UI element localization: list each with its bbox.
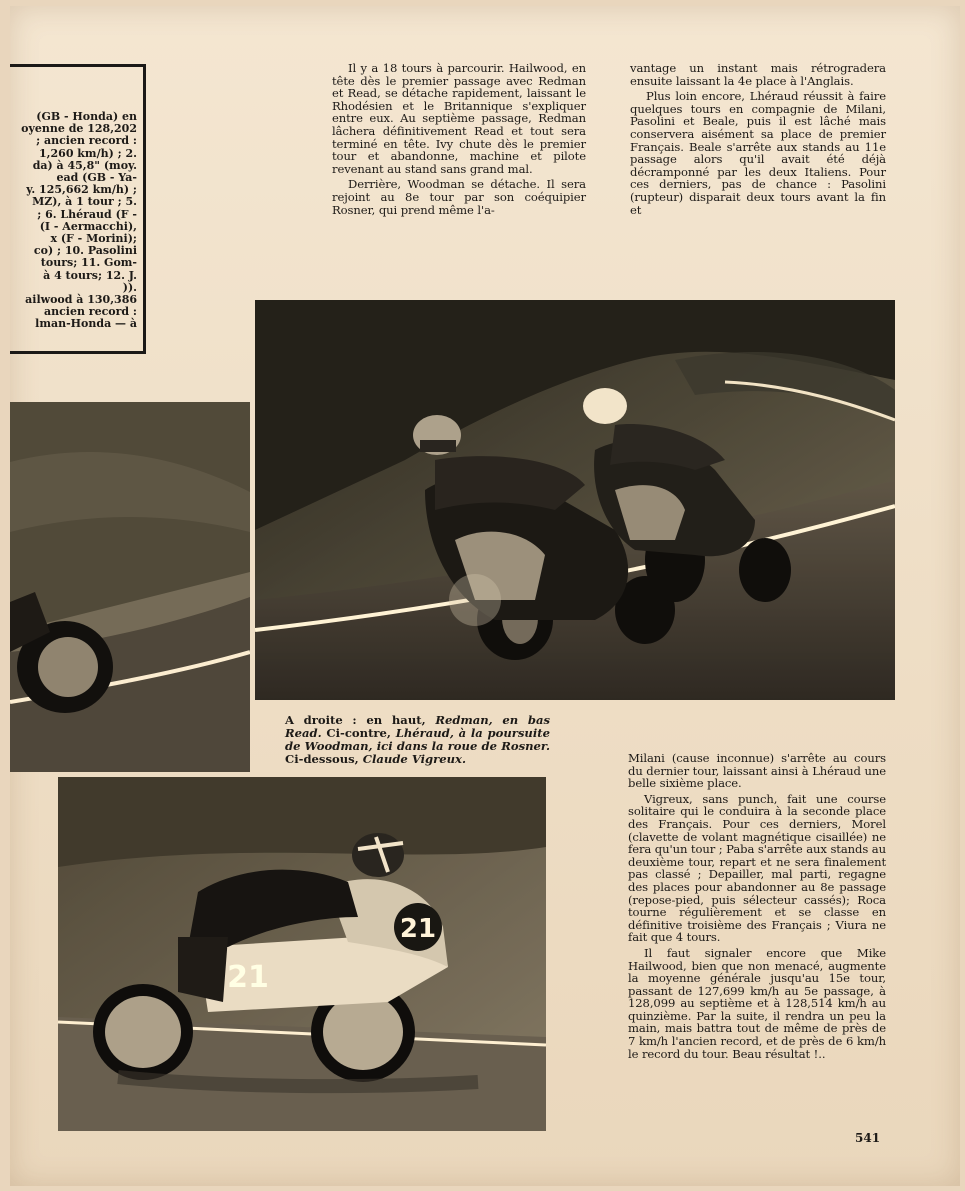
photo-redman-read-image [255,300,895,700]
results-line: 1,260 km/h) ; 2. [39,146,137,160]
results-line: oyenne de 128,202 [21,122,137,136]
results-line: ; 6. Lhéraud (F - [37,207,137,221]
results-line: tours; 11. Gom- [40,256,137,270]
paragraph: Plus loin encore, Lhéraud réussit à faire quelques tours en compagnie de Milani, Pasolini et Beale, puis il est lâché mais conservera aisément sa place de premier Français. Beale s'arrête aux stands au 11e passage alors qu'il avait été déjà décramponné par les deux Italiens. Pour ces derniers, pas de chance : Pasolini (rupteur) disparait deux tours avant la fin et [630,89,886,217]
photo-lheraud [10,402,250,772]
results-line: ancien record : [43,305,137,319]
photo-caption [285,714,550,766]
results-line: ailwood à 130,386 [25,293,137,307]
caption-italic: Lhéraud, à la poursuite de Woodman, ici dans la roue de Rosner. [285,726,550,753]
photo-vigreux-image [58,777,546,1131]
article-column-right-bottom [628,752,886,1063]
paragraph: Il faut signaler encore que Mike Hailwood, bien que non menacé, augmente la moyenne générale jusqu'au 15e tour, passant de 127,699 km/h au 5e passage, à 128,099 au septième et à 128,514 km/h au quinzième. Par la suite, il rendra un peu la main, mais battra tout de même de près de 7 km/h l'ancien record, et de près de 6 km/h le record du tour. Beau résultat !.. [628,945,886,1061]
results-line: (GB - Honda) en [36,110,137,123]
page-number: 541 [855,1131,881,1145]
results-box [10,64,146,354]
race-number: 21 [399,914,437,944]
caption-text: Ci-dessous, [285,752,363,766]
paragraph: Derrière, Woodman se détache. Il sera rejoint au 8e tour par son coéquipier Rosner, qui prend même l'a- [332,177,586,217]
results-line: lman-Honda — à [35,317,137,331]
results-line: )). [122,280,137,294]
results-line: co) ; 10. Pasolini [33,244,137,258]
photo-vigreux [58,777,546,1131]
race-number-side: 21 [227,960,269,995]
results-line: ; ancien record : [36,134,137,148]
photo-redman-read [255,300,895,700]
results-line: ead (GB - Ya- [56,171,137,185]
article-column-middle [332,62,586,219]
paragraph: Vigreux, sans punch, fait une course solitaire qui le conduira à la seconde place des Français. Pour ces derniers, Morel (clavette de volant magnétique cisaillée) ne fera qu'un tour ; Paba s'arrête aux stands au deuxième tour, repart et ne sera finalement pas classé ; Depailler, mal parti, regagne des places pour abandonner au 8e passage (repose-pied, puis sélecteur cassés); Roca tourne régulièrement et se classe en définitive troisième des Français ; Viura ne fait que 4 tours. [628,791,886,945]
results-line: y. 125,662 km/h) ; [26,183,137,197]
caption-text: Ci-contre, [321,726,396,740]
results-line: à 4 tours; 12. J. [43,268,137,282]
magazine-page [10,6,960,1186]
caption-italic: Claude Vigreux. [362,752,467,766]
article-column-right-top [630,62,886,219]
paragraph: vantage un instant mais rétrogradera ensuite laissant la 4e place à l'Anglais. [630,61,886,88]
results-line: MZ), à 1 tour ; 5. [32,195,137,209]
photo-lheraud-image [10,402,250,772]
paragraph: Milani (cause inconnue) s'arrête au cours du dernier tour, laissant ainsi à Lhéraud une belle sixième place. [628,751,886,791]
results-line: (I - Aermacchi), [39,219,137,233]
caption-italic: Redman, en bas Read. [285,713,551,740]
results-line: da) à 45,8" (moy. [32,158,137,172]
results-line: x (F - Morini); [50,232,137,246]
caption-text: A droite : en haut, [285,713,436,727]
paragraph: Il y a 18 tours à parcourir. Hailwood, en tête dès le premier passage avec Redman et Read, se détache rapidement, laissant le Rhodésien et le Britannique s'expliquer entre eux. Au septième passage, Redman lâchera définitivement Read et tout sera terminé en tête. Ivy chute dès le premier tour et abandonne, machine et pilote revenant au stand sans grand mal. [332,61,586,176]
